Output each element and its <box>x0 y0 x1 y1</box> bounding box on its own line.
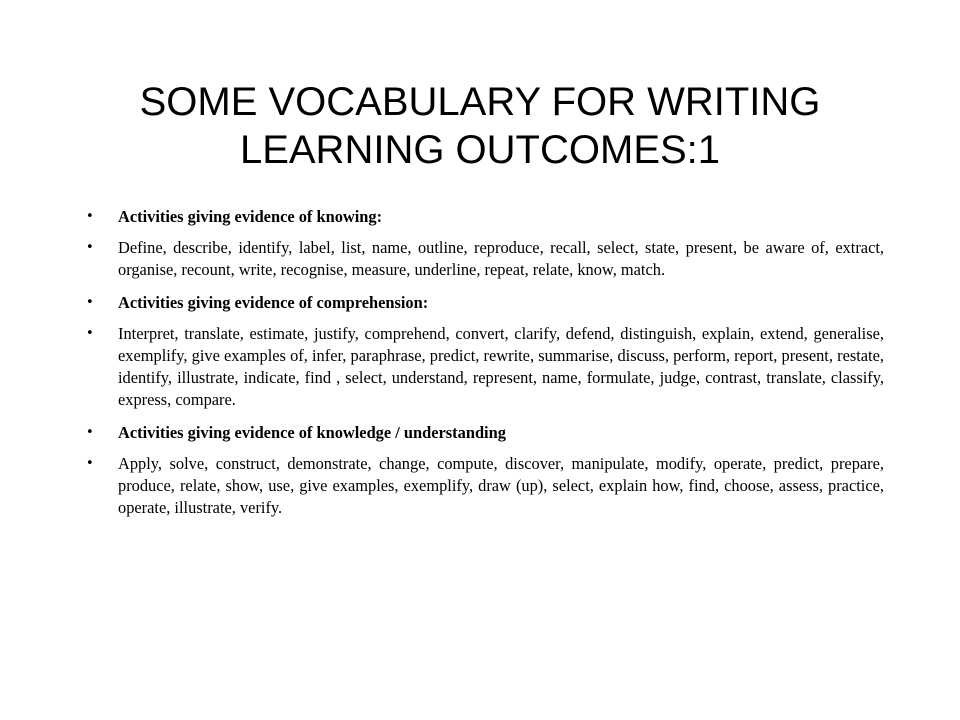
title-line-2: LEARNING OUTCOMES:1 <box>239 128 721 172</box>
section-heading: Activities giving evidence of comprehension: <box>118 293 429 312</box>
list-item-comprehension-verbs <box>80 323 884 411</box>
bullet-icon: • <box>86 209 94 224</box>
list-item-heading-understanding <box>80 422 884 444</box>
section-heading: Activities giving evidence of knowing: <box>118 207 383 226</box>
verb-list-text: Define, describe, identify, label, list, name, outline, reproduce, recall, select, state, present, be aware of, extract, organise, recount, write, recognise, measure, underline, repeat, relate, know, match. <box>118 238 884 279</box>
verb-list-text: Apply, solve, construct, demonstrate, change, compute, discover, manipulate, modify, operate, predict, prepare, produce, relate, show, use, give examples, exemplify, draw (up), select, explain how, find, choose, assess, practice, operate, illustrate, verify. <box>118 454 884 517</box>
bullet-icon: • <box>86 326 94 341</box>
bullet-list <box>80 206 884 530</box>
bullet-icon: • <box>86 456 94 471</box>
section-heading: Activities giving evidence of knowledge / understanding <box>118 423 506 442</box>
list-item-heading-knowing <box>80 206 884 228</box>
title-line-1: SOME VOCABULARY FOR WRITING <box>139 80 821 124</box>
bullet-icon: • <box>86 295 94 310</box>
list-item-heading-comprehension <box>80 292 884 314</box>
bullet-icon: • <box>86 425 94 440</box>
slide-title <box>60 78 900 174</box>
list-item-knowing-verbs <box>80 237 884 281</box>
verb-list-text: Interpret, translate, estimate, justify, comprehend, convert, clarify, defend, distinguish, explain, extend, generalise, exemplify, give examples of, infer, paraphrase, predict, rewrite, summarise, discuss, perform, report, present, restate, identify, illustrate, indicate, find , select, understand, represent, name, formulate, judge, contrast, translate, classify, express, compare. <box>118 324 884 409</box>
bullet-icon: • <box>86 240 94 255</box>
list-item-understanding-verbs <box>80 453 884 519</box>
